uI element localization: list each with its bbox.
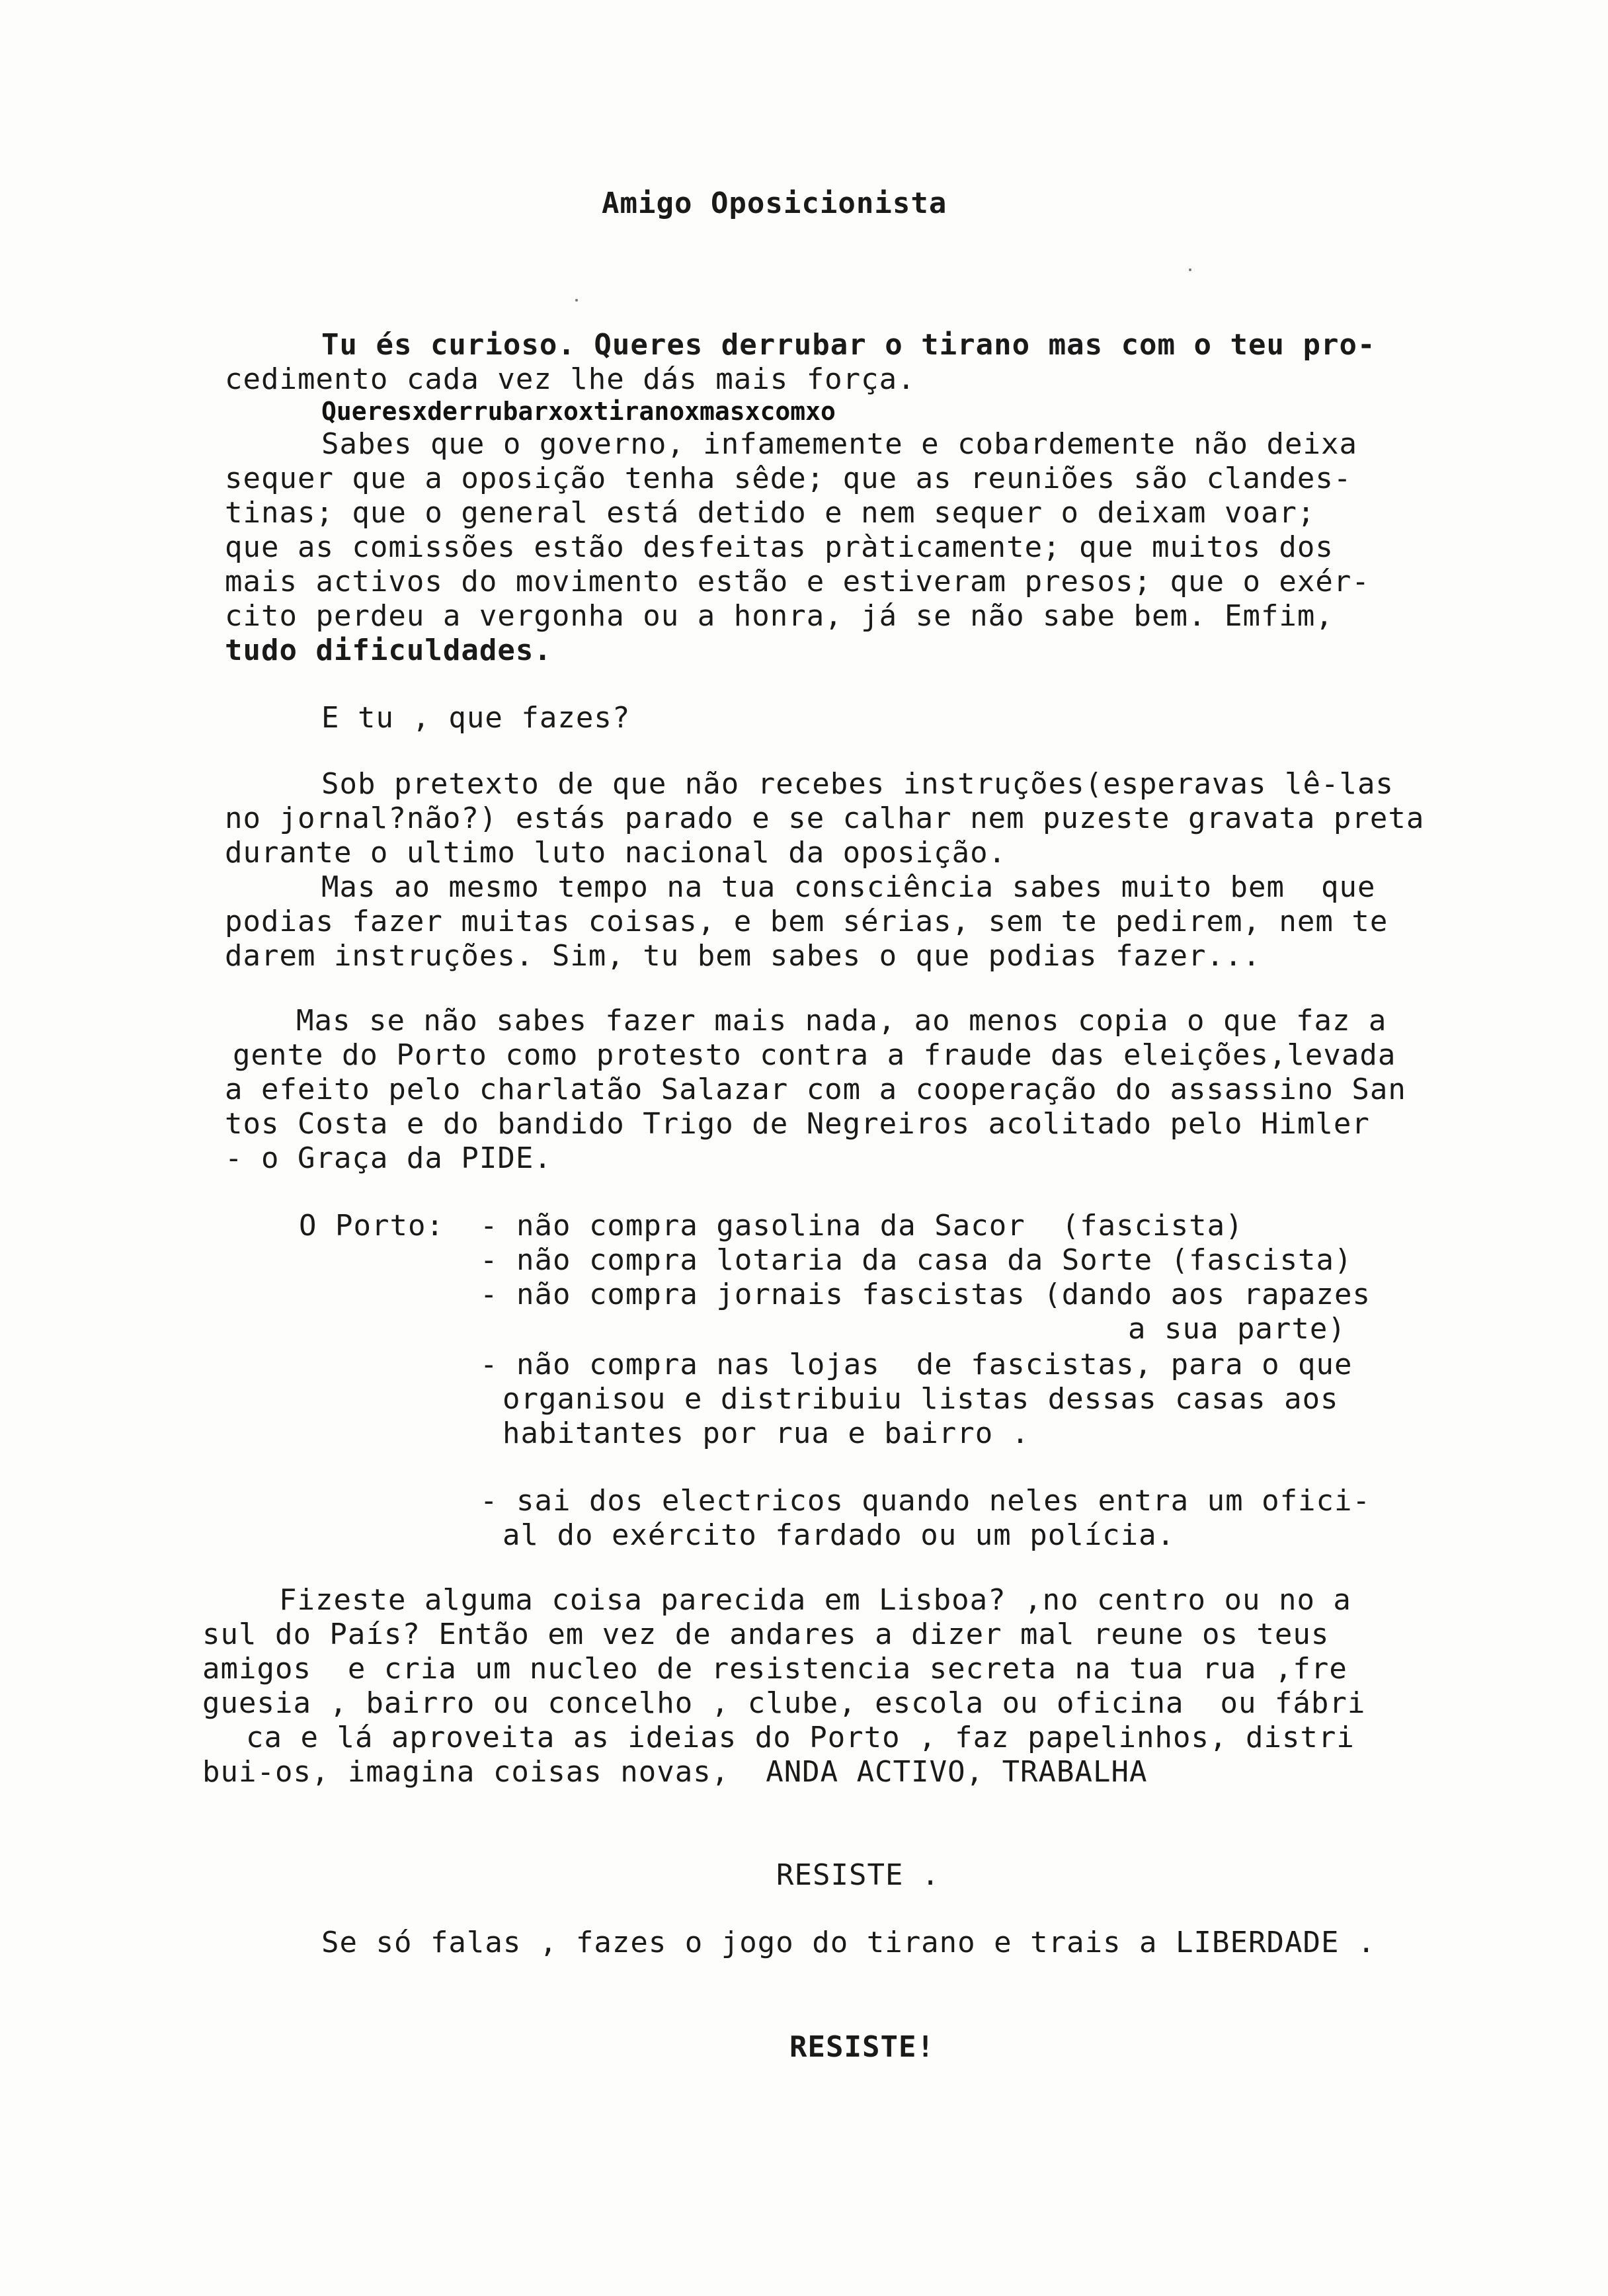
resiste-heading: RESISTE .	[776, 1858, 940, 1892]
paragraph-4-line: tos Costa e do bandido Trigo de Negreiros acolitado pelo Himler	[225, 1107, 1370, 1141]
porto-list-item: habitantes por rua e bairro .	[502, 1416, 1030, 1450]
paragraph-3-line: podias fazer muitas coisas, e bem sérias, sem te pedirem, nem te	[225, 905, 1388, 938]
paragraph-5-line: guesia , bairro ou concelho , clube, escola ou oficina ou fábri	[202, 1686, 1366, 1720]
paragraph-3-line: durante o ultimo luto nacional da oposição.	[225, 836, 1007, 870]
paragraph-3-line: Sob pretexto de que não recebes instruções(esperavas lê-las	[321, 767, 1394, 801]
resiste-final: RESISTE!	[789, 2030, 935, 2064]
paragraph-2-line: cito perdeu a vergonha ou a honra, já se não sabe bem. Emfim,	[225, 599, 1334, 633]
paragraph-3-line: darem instruções. Sim, tu bem sabes o que podias fazer...	[225, 939, 1261, 973]
paragraph-2-line: tinas; que o general está detido e nem sequer o deixam voar;	[225, 496, 1316, 530]
paragraph-5-line: amigos e cria um nucleo de resistencia secreta na tua rua ,fre	[202, 1652, 1347, 1686]
ink-speck	[575, 299, 578, 302]
paragraph-2-line: Sabes que o governo, infamemente e cobardemente não deixa	[321, 427, 1357, 461]
paragraph-5-line: Fizeste alguma coisa parecida em Lisboa? ,no centro ou no a	[279, 1583, 1351, 1617]
paragraph-4-line: - o Graça da PIDE.	[225, 1141, 552, 1175]
document-title: Amigo Oposicionista	[602, 186, 947, 220]
paragraph-2-line: tudo dificuldades.	[225, 634, 552, 667]
porto-list-item: - não compra jornais fascistas (dando aos rapazes	[480, 1278, 1371, 1311]
paragraph-2-line: sequer que a oposição tenha sêde; que as reuniões são clandes-	[225, 462, 1352, 495]
paragraph-4-line: gente do Porto como protesto contra a fraude das eleições,levada	[233, 1038, 1396, 1072]
paragraph-2-line: mais activos do movimento estão e estiveram presos; que o exér-	[225, 565, 1370, 598]
ink-speck	[1189, 268, 1191, 271]
paragraph-1-line: cedimento cada vez lhe dás mais força.	[225, 362, 916, 396]
paragraph-4-line: Mas se não sabes fazer mais nada, ao menos copia o que faz a	[296, 1004, 1387, 1038]
paragraph-4-line: a efeito pelo charlatão Salazar com a cooperação do assassino San	[225, 1073, 1406, 1106]
paragraph-5-line: ca e lá aproveita as ideias do Porto , faz papelinhos, distri	[246, 1721, 1355, 1754]
paragraph-5-line: bui-os, imagina coisas novas, ANDA ACTIVO, TRABALHA	[202, 1755, 1148, 1789]
porto-list-item: - não compra lotaria da casa da Sorte (fascista)	[480, 1243, 1353, 1277]
paragraph-3-line: Mas ao mesmo tempo na tua consciência sabes muito bem que	[321, 870, 1376, 904]
question-line: E tu , que fazes?	[321, 701, 631, 735]
porto-list-item: al do exército fardado ou um polícia.	[502, 1518, 1176, 1552]
porto-list-item: - não compra nas lojas de fascistas, para o que	[480, 1348, 1353, 1381]
porto-list-item: - sai dos electricos quando neles entra um ofici-	[480, 1484, 1371, 1518]
struck-through-line: Queresxderrubarxoxtiranoxmasxcomxo	[321, 397, 836, 426]
closing-line: Se só falas , fazes o jogo do tirano e trais a LIBERDADE .	[321, 1926, 1376, 1959]
porto-list-item: organisou e distribuiu listas dessas casas aos	[502, 1382, 1339, 1416]
paragraph-1-line: Tu és curioso. Queres derrubar o tirano mas com o teu pro-	[321, 328, 1376, 362]
porto-label: O Porto:	[299, 1209, 444, 1243]
paragraph-5-line: sul do País? Então em vez de andares a dizer mal reune os teus	[202, 1618, 1330, 1651]
porto-list-item: - não compra gasolina da Sacor (fascista)	[480, 1209, 1244, 1243]
porto-list-item: a sua parte)	[1128, 1312, 1346, 1346]
paragraph-2-line: que as comissões estão desfeitas pràticamente; que muitos dos	[225, 530, 1334, 564]
paragraph-3-line: no jornal?não?) estás parado e se calhar nem puzeste gravata preta	[225, 801, 1425, 835]
